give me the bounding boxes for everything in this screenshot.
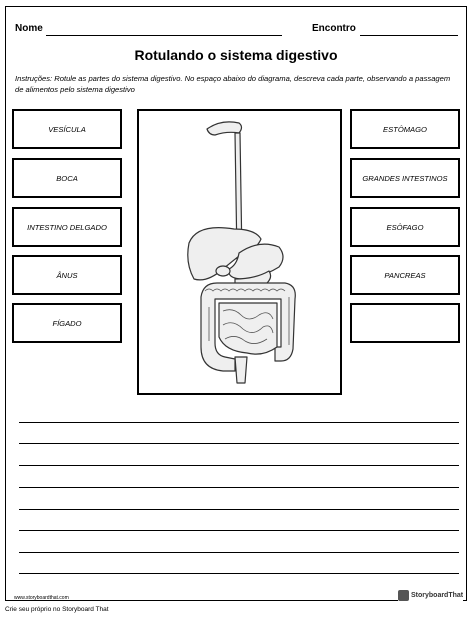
encounter-label: Encontro [312,23,356,34]
diagram-frame [137,109,342,395]
writing-line[interactable] [19,422,459,423]
gallbladder-shape [216,266,230,276]
label-box-right-4[interactable]: PANCREAS [350,255,460,295]
label-box-right-1[interactable]: ESTÔMAGO [350,109,460,149]
writing-line[interactable] [19,509,459,510]
label-box-left-1[interactable]: VESÍCULA [12,109,122,149]
page-title: Rotulando o sistema digestivo [134,47,338,63]
name-line[interactable] [46,35,282,36]
storyboardthat-logo [398,589,463,602]
worksheet [5,6,467,601]
writing-line[interactable] [19,465,459,466]
name-label: Nome [15,23,43,34]
writing-line[interactable] [19,573,459,574]
writing-line[interactable] [19,552,459,553]
writing-line[interactable] [19,443,459,444]
storyboard-icon [398,590,409,601]
small-intestine-shape [219,303,277,354]
label-box-left-4[interactable]: ÂNUS [12,255,122,295]
label-box-right-3[interactable]: ESÔFAGO [350,207,460,247]
label-box-right-2[interactable]: GRANDES INTESTINOS [350,158,460,198]
label-box-right-5[interactable] [350,303,460,343]
footer-url: www.storyboardthat.com [14,595,69,601]
instructions-text: Instruções: Rotule as partes do sistema digestivo. No espaço abaixo do diagrama, descreva cada parte, observando a passagem de alimentos pelo sistema digestivo [15,74,451,94]
digestive-system-icon [139,111,340,393]
writing-line[interactable] [19,530,459,531]
label-box-left-2[interactable]: BOCA [12,158,122,198]
encounter-line[interactable] [360,35,458,36]
writing-line[interactable] [19,487,459,488]
credit-text: Crie seu próprio no Storyboard That [5,606,109,613]
rectum-shape [235,357,247,383]
label-box-left-3[interactable]: INTESTINO DELGADO [12,207,122,247]
label-box-left-5[interactable]: FÍGADO [12,303,122,343]
logo-text: StoryboardThat [411,592,464,599]
